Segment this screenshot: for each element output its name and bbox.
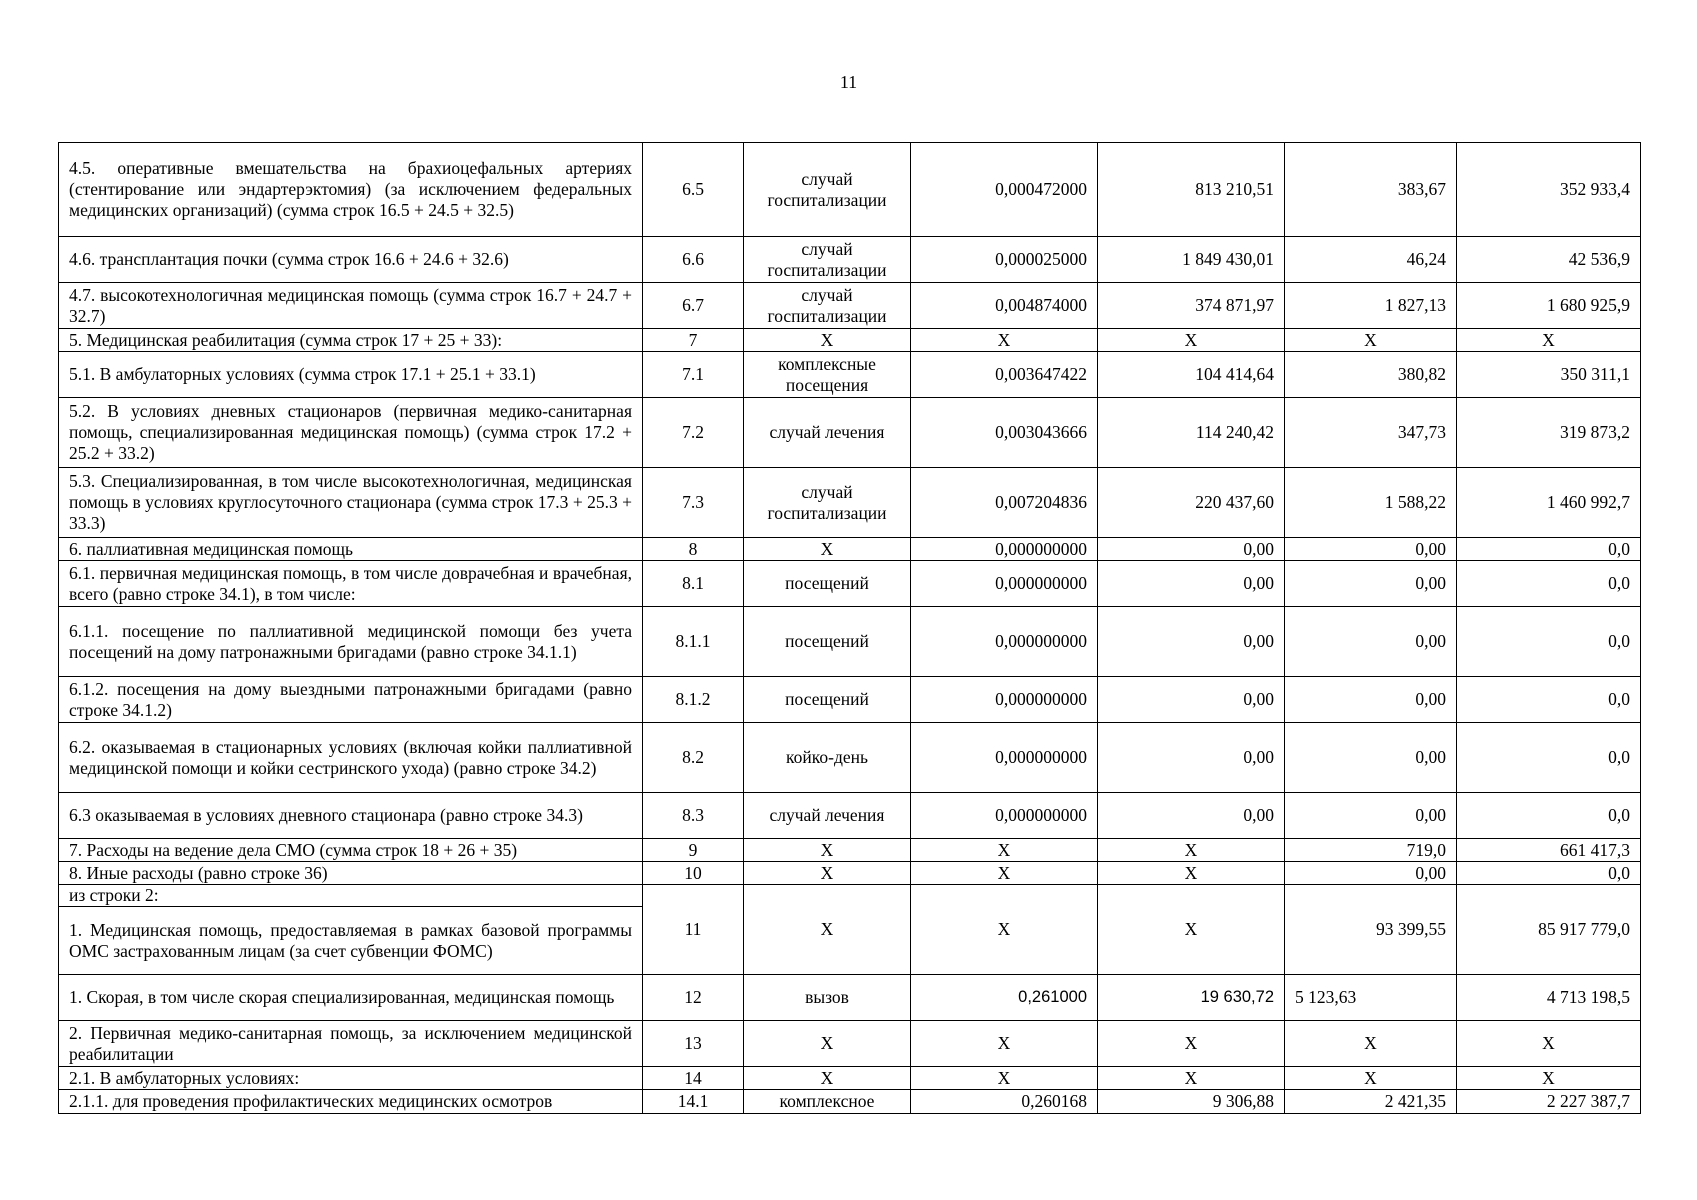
cell-cost: 9 306,88 — [1098, 1090, 1285, 1114]
row-unit: случай госпитализации — [744, 283, 911, 329]
cell-per-capita: 347,73 — [1285, 398, 1457, 468]
cell-per-capita: 0,00 — [1285, 723, 1457, 793]
row-unit: Х — [744, 1021, 911, 1067]
cell-cost: 0,00 — [1098, 538, 1285, 561]
cell-per-capita: 46,24 — [1285, 237, 1457, 283]
cell-cost: 104 414,64 — [1098, 352, 1285, 398]
row-unit: посещений — [744, 561, 911, 607]
cell-per-capita: 0,00 — [1285, 538, 1457, 561]
cell-per-capita: 1 827,13 — [1285, 283, 1457, 329]
table-row — [59, 538, 1641, 561]
row-code: 8.1.2 — [643, 677, 744, 723]
row-name: 5.1. В амбулаторных условиях (сумма строк 17.1 + 25.1 + 33.1) — [59, 352, 643, 398]
row-name: 6.1.1. посещение по паллиативной медицинской помощи без учета посещений на дому патронажными бригадами (равно строке 34.1.1) — [59, 607, 643, 677]
row-unit: случай лечения — [744, 398, 911, 468]
row-code: 7.2 — [643, 398, 744, 468]
cell-norm: Х — [911, 839, 1098, 862]
row-name: 6.1.2. посещения на дому выездными патронажными бригадами (равно строке 34.1.2) — [59, 677, 643, 723]
cell-per-capita: 0,00 — [1285, 677, 1457, 723]
row-unit: посещений — [744, 607, 911, 677]
cell-cost: Х — [1098, 329, 1285, 352]
cell-per-capita: 0,00 — [1285, 607, 1457, 677]
cell-norm: 0,000000000 — [911, 677, 1098, 723]
table-row — [59, 1067, 1641, 1090]
row-name: 4.5. оперативные вмешательства на брахиоцефальных артериях (стентирование или эндартерэктомия) (за исключением федеральных медицинских организаций) (сумма строк 16.5 + 24.5 + 32.5) — [59, 143, 643, 237]
cell-cost: 374 871,97 — [1098, 283, 1285, 329]
cell-cost: 1 849 430,01 — [1098, 237, 1285, 283]
row-unit: Х — [744, 1067, 911, 1090]
row-unit: Х — [744, 862, 911, 885]
row-name: 2. Первичная медико-санитарная помощь, за исключением медицинской реабилитации — [59, 1021, 643, 1067]
cell-total: Х — [1457, 1067, 1641, 1090]
cell-per-capita: 1 588,22 — [1285, 468, 1457, 538]
table-row — [59, 398, 1641, 468]
row-code: 6.7 — [643, 283, 744, 329]
cell-norm: Х — [911, 1021, 1098, 1067]
table-row — [59, 607, 1641, 677]
row-name: 1. Скорая, в том числе скорая специализированная, медицинская помощь — [59, 975, 643, 1021]
row-code: 11 — [643, 885, 744, 975]
cell-total: 0,0 — [1457, 538, 1641, 561]
table-row — [59, 561, 1641, 607]
row-unit: Х — [744, 885, 911, 975]
cell-total: 0,0 — [1457, 607, 1641, 677]
cell-total: Х — [1457, 1021, 1641, 1067]
row-name: 2.1. В амбулаторных условиях: — [59, 1067, 643, 1090]
row-unit: комплексные посещения — [744, 352, 911, 398]
table-row — [59, 468, 1641, 538]
table-row — [59, 839, 1641, 862]
row-code: 7 — [643, 329, 744, 352]
row-unit: Х — [744, 839, 911, 862]
row-name: 2.1.1. для проведения профилактических медицинских осмотров — [59, 1090, 643, 1114]
cell-per-capita: Х — [1285, 329, 1457, 352]
row-code: 14 — [643, 1067, 744, 1090]
row-unit: случай госпитализации — [744, 237, 911, 283]
cell-total: Х — [1457, 329, 1641, 352]
cell-cost: 19 630,72 — [1098, 975, 1285, 1021]
row-code: 8 — [643, 538, 744, 561]
row-name: 8. Иные расходы (равно строке 36) — [59, 862, 643, 885]
table-row — [59, 677, 1641, 723]
cell-total: 661 417,3 — [1457, 839, 1641, 862]
row-code: 13 — [643, 1021, 744, 1067]
cell-norm: Х — [911, 1067, 1098, 1090]
table-row — [59, 862, 1641, 885]
cell-norm: 0,000000000 — [911, 561, 1098, 607]
cell-total: 350 311,1 — [1457, 352, 1641, 398]
table-row — [59, 1090, 1641, 1114]
cell-total: 1 680 925,9 — [1457, 283, 1641, 329]
cell-total: 319 873,2 — [1457, 398, 1641, 468]
row-unit: случай госпитализации — [744, 468, 911, 538]
cell-cost: 220 437,60 — [1098, 468, 1285, 538]
cell-cost: 813 210,51 — [1098, 143, 1285, 237]
table-row — [59, 975, 1641, 1021]
cell-norm: 0,000000000 — [911, 538, 1098, 561]
row-code: 8.2 — [643, 723, 744, 793]
cell-norm: 0,000000000 — [911, 607, 1098, 677]
cell-total: 42 536,9 — [1457, 237, 1641, 283]
cell-norm: 0,007204836 — [911, 468, 1098, 538]
row-name: 1. Медицинская помощь, предоставляемая в рамках базовой программы ОМС застрахованным лицам (за счет субвенции ФОМС) — [59, 907, 643, 975]
cell-cost: Х — [1098, 862, 1285, 885]
table-row — [59, 352, 1641, 398]
row-unit: комплексное — [744, 1090, 911, 1114]
row-name: 5.3. Специализированная, в том числе высокотехнологичная, медицинская помощь в условиях круглосуточного стационара (сумма строк 17.3 + 25.3 + 33.3) — [59, 468, 643, 538]
cell-norm: 0,000472000 — [911, 143, 1098, 237]
row-unit: случай лечения — [744, 793, 911, 839]
cell-c7: 85 917 779,0 — [1457, 885, 1641, 975]
table-row — [59, 329, 1641, 352]
page-number: 11 — [839, 72, 858, 92]
cell-total: 0,0 — [1457, 723, 1641, 793]
row-unit: вызов — [744, 975, 911, 1021]
cell-cost: 0,00 — [1098, 607, 1285, 677]
cell-c6: 93 399,55 — [1285, 885, 1457, 975]
cell-total: 0,0 — [1457, 793, 1641, 839]
cell-total: 352 933,4 — [1457, 143, 1641, 237]
table-row — [59, 143, 1641, 237]
table-row — [59, 283, 1641, 329]
cell-per-capita: Х — [1285, 1067, 1457, 1090]
cell-total: 0,0 — [1457, 561, 1641, 607]
row-code: 6.6 — [643, 237, 744, 283]
cell-c5: Х — [1098, 885, 1285, 975]
table-row — [59, 793, 1641, 839]
cell-norm: 0,000000000 — [911, 793, 1098, 839]
table-row — [59, 723, 1641, 793]
cell-norm: Х — [911, 862, 1098, 885]
cell-per-capita: 0,00 — [1285, 793, 1457, 839]
cell-per-capita: 0,00 — [1285, 862, 1457, 885]
cell-per-capita: 383,67 — [1285, 143, 1457, 237]
cell-cost: Х — [1098, 839, 1285, 862]
row-name: 4.7. высокотехнологичная медицинская помощь (сумма строк 16.7 + 24.7 + 32.7) — [59, 283, 643, 329]
cell-norm: 0,003647422 — [911, 352, 1098, 398]
row-code: 9 — [643, 839, 744, 862]
cell-norm: 0,004874000 — [911, 283, 1098, 329]
table-row — [59, 885, 1641, 907]
cell-total: 1 460 992,7 — [1457, 468, 1641, 538]
financing-table — [58, 142, 1641, 1114]
row-code: 12 — [643, 975, 744, 1021]
row-code: 14.1 — [643, 1090, 744, 1114]
row-name: 6.2. оказываемая в стационарных условиях (включая койки паллиативной медицинской помощи и койки сестринского ухода) (равно строке 34.2) — [59, 723, 643, 793]
cell-cost: 114 240,42 — [1098, 398, 1285, 468]
cell-cost: 0,00 — [1098, 561, 1285, 607]
row-name: 7. Расходы на ведение дела СМО (сумма строк 18 + 26 + 35) — [59, 839, 643, 862]
row-code: 7.1 — [643, 352, 744, 398]
cell-per-capita: 0,00 — [1285, 561, 1457, 607]
cell-cost: 0,00 — [1098, 723, 1285, 793]
row-unit: Х — [744, 329, 911, 352]
row-unit: посещений — [744, 677, 911, 723]
cell-cost: Х — [1098, 1021, 1285, 1067]
cell-norm: 0,261000 — [911, 975, 1098, 1021]
row-name: 5. Медицинская реабилитация (сумма строк 17 + 25 + 33): — [59, 329, 643, 352]
row-name: 6.3 оказываемая в условиях дневного стационара (равно строке 34.3) — [59, 793, 643, 839]
row-code: 7.3 — [643, 468, 744, 538]
table-row — [59, 237, 1641, 283]
row-unit: Х — [744, 538, 911, 561]
cell-cost: 0,00 — [1098, 793, 1285, 839]
cell-total: 2 227 387,7 — [1457, 1090, 1641, 1114]
cell-per-capita: 719,0 — [1285, 839, 1457, 862]
cell-total: 0,0 — [1457, 862, 1641, 885]
row-section-label: из строки 2: — [59, 885, 643, 907]
row-name: 4.6. трансплантация почки (сумма строк 16.6 + 24.6 + 32.6) — [59, 237, 643, 283]
cell-norm: 0,000025000 — [911, 237, 1098, 283]
row-code: 10 — [643, 862, 744, 885]
row-name: 6. паллиативная медицинская помощь — [59, 538, 643, 561]
cell-total: 0,0 — [1457, 677, 1641, 723]
row-code: 8.1 — [643, 561, 744, 607]
cell-total: 4 713 198,5 — [1457, 975, 1641, 1021]
cell-cost: Х — [1098, 1067, 1285, 1090]
cell-per-capita: 5 123,63 — [1285, 975, 1457, 1021]
row-name: 5.2. В условиях дневных стационаров (первичная медико-санитарная помощь, специализированная медицинская помощь) (сумма строк 17.2 + 25.2 + 33.2) — [59, 398, 643, 468]
row-code: 6.5 — [643, 143, 744, 237]
row-unit: случай госпитализации — [744, 143, 911, 237]
row-unit: койко-день — [744, 723, 911, 793]
row-code: 8.3 — [643, 793, 744, 839]
cell-norm: 0,003043666 — [911, 398, 1098, 468]
cell-per-capita: 2 421,35 — [1285, 1090, 1457, 1114]
cell-norm: 0,260168 — [911, 1090, 1098, 1114]
cell-c4: Х — [911, 885, 1098, 975]
table-row — [59, 1021, 1641, 1067]
cell-norm: Х — [911, 329, 1098, 352]
cell-cost: 0,00 — [1098, 677, 1285, 723]
row-code: 8.1.1 — [643, 607, 744, 677]
cell-per-capita: 380,82 — [1285, 352, 1457, 398]
row-name: 6.1. первичная медицинская помощь, в том числе доврачебная и врачебная, всего (равно строке 34.1), в том числе: — [59, 561, 643, 607]
cell-norm: 0,000000000 — [911, 723, 1098, 793]
cell-per-capita: Х — [1285, 1021, 1457, 1067]
